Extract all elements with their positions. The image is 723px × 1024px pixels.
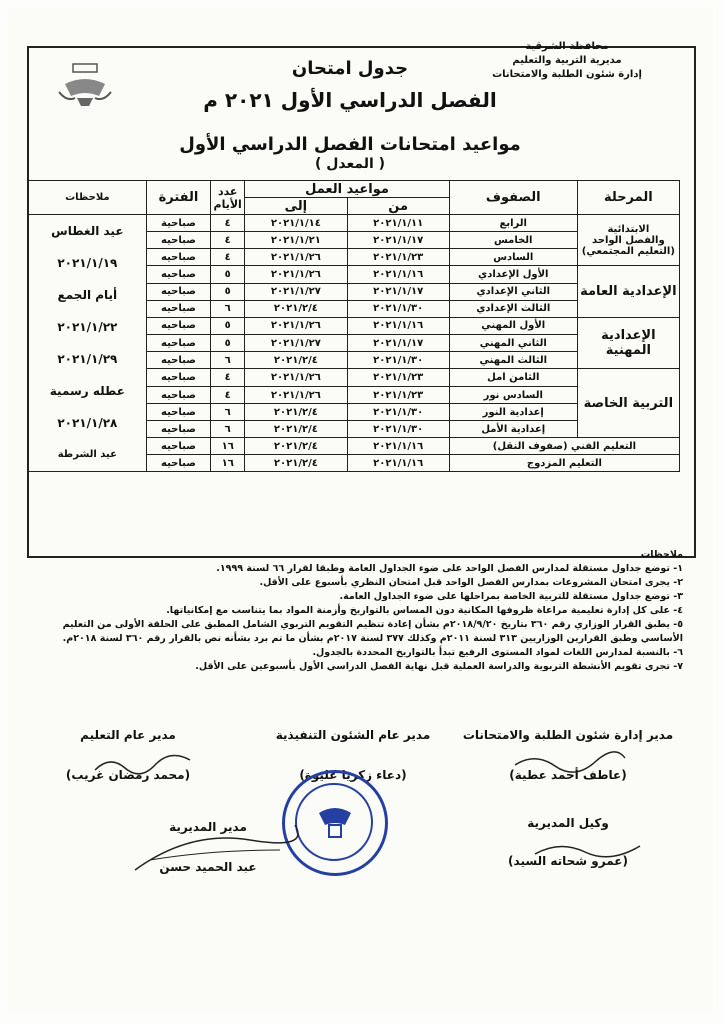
note-5: ٥- يطبق القرار الوزاري رقم ٣٦٠ بتاريخ ٢٠١٨/٩/٢٠م بشأن إعادة تنظيم التقويم التربوي الشامل المطبق على الحلقة الأولى من التعليم الأساسي وطبق القرارين الوزاريين ٣١٣ لسنة ٢٠١١م وكذلك ٣٧٧ لسنة ٢٠١٧م بشأن ما تم برد بشأنه نص بالقرار رقم ٣٦٠ لسنة ٢٠١٨م. <box>62 619 683 644</box>
to-cell: ٢٠٢١/٢/٤ <box>245 455 347 472</box>
signature-title: مدير عام الشئون التنفيذية <box>275 728 431 742</box>
governorate-line: محافظة الشرقية <box>525 41 609 52</box>
period-cell: صباحيه <box>146 387 210 404</box>
period-cell: صباحيه <box>146 404 210 421</box>
signature-scribble-icon <box>90 750 200 780</box>
page-title: جدول امتحان <box>291 58 409 79</box>
signature-name: (دعاء زكريا عليوة) <box>299 768 407 782</box>
signature-title: مدير إدارة شئون الطلبة والامتحانات <box>462 728 674 742</box>
col-grades: الصفوف <box>449 181 577 215</box>
signature-scribble-icon <box>510 750 630 780</box>
period-cell: صباحية <box>146 215 210 232</box>
period-cell: صباحيه <box>146 455 210 472</box>
col-days: عدد الأيام <box>211 181 245 215</box>
from-cell: ٢٠٢١/١/١٦ <box>347 266 449 284</box>
col-stage: المرحلة <box>577 181 679 215</box>
to-cell: ٢٠٢١/٢/٤ <box>245 421 347 438</box>
note-1: ١- توضع جداول مستقلة لمدارس الفصل الواحد على ضوء الجداول العامة وطبقا لقرار ٦٦ لسنة ١٩٩٩. <box>216 563 683 574</box>
period-cell: صباحيه <box>146 438 210 455</box>
grade-cell: الثالث الإعدادي <box>449 300 577 317</box>
grade-cell: السادس <box>449 249 577 266</box>
note-7: ٧- تجرى تقويم الأنشطة التربوية والدراسة العملية قبل نهاية الفصل الدراسي الأول بأسبوعين على الأقل. <box>195 661 683 672</box>
from-cell: ٢٠٢١/١/١٦ <box>347 455 449 472</box>
col-to: إلى <box>245 198 347 215</box>
from-cell: ٢٠٢١/١/٣٠ <box>347 421 449 438</box>
signature-name: (عاطف أحمد عطية) <box>509 768 627 782</box>
days-cell: ٤ <box>211 215 245 232</box>
days-cell: ٦ <box>211 404 245 421</box>
to-cell: ٢٠٢١/١/١٤ <box>245 215 347 232</box>
schedule-subtitle: ( المعدل ) <box>314 156 386 172</box>
days-cell: ٦ <box>211 352 245 369</box>
note-3: ٣- توضع جداول مستقلة للتربية الخاصة بمراحلها على ضوء الجداول العامة. <box>339 591 683 602</box>
signature-name: (محمد رمضان غريب) <box>65 768 191 782</box>
col-notes: ملاحظات <box>29 181 147 215</box>
period-cell: صباحيه <box>146 300 210 317</box>
to-cell: ٢٠٢١/١/٢٦ <box>245 387 347 404</box>
grade-cell: التعليم الفني (صفوف النقل) <box>449 438 679 455</box>
col-from: من <box>347 198 449 215</box>
grade-cell: السادس نور <box>449 387 577 404</box>
notes-cell: عيد الغطاس ٢٠٢١/١/١٩ أيام الجمع ٢٠٢١/١/٢٢ ٢٠٢١/١/٢٩ عطله رسمية ٢٠٢١/١/٢٨ عيد الشرطة <box>29 215 147 472</box>
period-cell: صباحيه <box>146 352 210 369</box>
period-cell: صباحيه <box>146 266 210 284</box>
notes-section <box>28 548 683 674</box>
note-4: ٤- على كل إدارة تعليمية مراعاة ظروفها المكانية دون المساس بالتواريخ وأزمنة المواد بما يتناسب مع إمكانياتها. <box>166 605 683 616</box>
days-cell: ١٦ <box>211 438 245 455</box>
to-cell: ٢٠٢١/١/٢٧ <box>245 283 347 300</box>
to-cell: ٢٠٢١/٢/٤ <box>245 438 347 455</box>
grade-cell: الثاني الإعدادي <box>449 283 577 300</box>
directorate-line: مديرية التربية والتعليم <box>512 55 622 66</box>
days-cell: ٤ <box>211 387 245 404</box>
from-cell: ٢٠٢١/١/٣٠ <box>347 300 449 317</box>
signature-name: عبد الحميد حسن <box>159 860 257 874</box>
days-cell: ٤ <box>211 369 245 387</box>
signature-title: مدير المديرية <box>169 820 247 834</box>
days-cell: ٤ <box>211 249 245 266</box>
note-2: ٢- يجرى امتحان المشروعات بمدارس الفصل الواحد قبل امتحان النظري بأسبوع على الأقل. <box>259 577 683 588</box>
exam-schedule-table <box>28 180 680 472</box>
days-cell: ١٦ <box>211 455 245 472</box>
grade-cell: الثامن امل <box>449 369 577 387</box>
from-cell: ٢٠٢١/١/٢٣ <box>347 369 449 387</box>
grade-cell: إعدادية الأمل <box>449 421 577 438</box>
col-period: الفترة <box>146 181 210 215</box>
signature-name: (عمرو شحاته السيد) <box>508 854 628 868</box>
col-work-dates: مواعيد العمل <box>245 181 450 198</box>
grade-cell: إعدادية النور <box>449 404 577 421</box>
to-cell: ٢٠٢١/١/٢٦ <box>245 266 347 284</box>
grade-cell: الثاني المهني <box>449 335 577 352</box>
to-cell: ٢٠٢١/٢/٤ <box>245 352 347 369</box>
stage-prep: الإعدادية العامة <box>577 266 679 318</box>
to-cell: ٢٠٢١/١/٢٦ <box>245 249 347 266</box>
directorate-header <box>492 40 642 82</box>
from-cell: ٢٠٢١/١/٢٣ <box>347 387 449 404</box>
grade-cell: الرابع <box>449 215 577 232</box>
from-cell: ٢٠٢١/١/١٧ <box>347 335 449 352</box>
days-cell: ٥ <box>211 335 245 352</box>
period-cell: صباحيه <box>146 317 210 335</box>
to-cell: ٢٠٢١/٢/٤ <box>245 300 347 317</box>
from-cell: ٢٠٢١/١/٣٠ <box>347 404 449 421</box>
days-cell: ٥ <box>211 317 245 335</box>
days-cell: ٦ <box>211 421 245 438</box>
from-cell: ٢٠٢١/١/٢٣ <box>347 249 449 266</box>
signature-scribble-icon <box>130 820 300 880</box>
grade-cell: الخامس <box>449 232 577 249</box>
grade-cell: الأول الإعدادي <box>449 266 577 284</box>
days-cell: ٥ <box>211 283 245 300</box>
signature-title: وكيل المديرية <box>527 816 609 830</box>
days-cell: ٦ <box>211 300 245 317</box>
department-line: إدارة شئون الطلبة والامتحانات <box>492 69 642 80</box>
signature-scribble-icon <box>530 836 650 862</box>
to-cell: ٢٠٢١/١/٢٧ <box>245 335 347 352</box>
to-cell: ٢٠٢١/٢/٤ <box>245 404 347 421</box>
from-cell: ٢٠٢١/١/٣٠ <box>347 352 449 369</box>
to-cell: ٢٠٢١/١/٢٦ <box>245 369 347 387</box>
note-6: ٦- بالنسبة لمدارس اللغات لمواد المستوى الرفيع تبدأ بالتواريخ المحددة بالجدول. <box>312 647 683 658</box>
grade-cell: الثالث المهني <box>449 352 577 369</box>
stage-vocational: الإعدادية المهنية <box>577 317 679 369</box>
eagle-emblem-icon <box>55 62 115 110</box>
to-cell: ٢٠٢١/١/٢١ <box>245 232 347 249</box>
table-row <box>29 215 680 232</box>
from-cell: ٢٠٢١/١/١٦ <box>347 317 449 335</box>
stage-primary: الابتدائية والفصل الواحد (التعليم المجتمعي) <box>577 215 679 266</box>
period-cell: صباحيه <box>146 421 210 438</box>
days-cell: ٥ <box>211 266 245 284</box>
to-cell: ٢٠٢١/١/٢٦ <box>245 317 347 335</box>
signature-title: مدير عام التعليم <box>80 728 176 742</box>
notes-heading: ملاحظات <box>640 549 683 560</box>
from-cell: ٢٠٢١/١/١٦ <box>347 438 449 455</box>
term-title: الفصل الدراسي الأول ٢٠٢١ م <box>203 88 497 112</box>
period-cell: صباحيه <box>146 335 210 352</box>
from-cell: ٢٠٢١/١/١١ <box>347 215 449 232</box>
from-cell: ٢٠٢١/١/١٧ <box>347 232 449 249</box>
period-cell: صباحيه <box>146 283 210 300</box>
days-cell: ٤ <box>211 232 245 249</box>
from-cell: ٢٠٢١/١/١٧ <box>347 283 449 300</box>
schedule-title: مواعيد امتحانات الفصل الدراسي الأول <box>179 134 521 155</box>
grade-cell: التعليم المزدوج <box>449 455 679 472</box>
stage-special-ed: التربية الخاصة <box>577 369 679 438</box>
period-cell: صباحيه <box>146 369 210 387</box>
period-cell: صباحيه <box>146 249 210 266</box>
eagle-stamp-icon <box>315 799 355 843</box>
grade-cell: الأول المهني <box>449 317 577 335</box>
period-cell: صباحيه <box>146 232 210 249</box>
